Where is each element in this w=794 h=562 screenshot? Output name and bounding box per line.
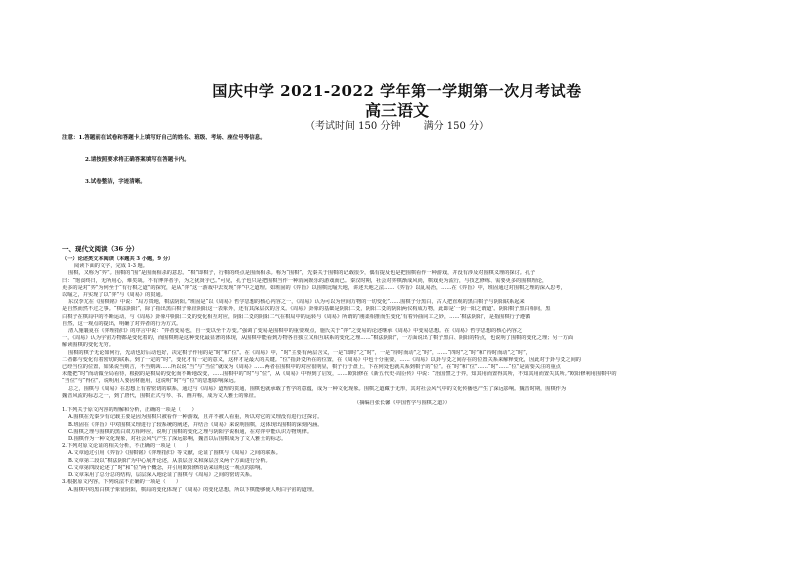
passage-line: 魏晋风流的标志之一，到了唐代，围棋正式与琴、书、画并称，成为文人雅士的象征。	[62, 392, 260, 399]
passage-line: 二者都与变化有着密切的联系。到了一定的“时”，变化才有一定的意义，这样才是最大的关键。“位”指卦爻所在的位置，在《周易》中也十分重要，……《周易》以卦与爻之间存在的位置关系来解释变化，因此对于卦与爻之间的	[62, 356, 581, 363]
question-option: C.文章第四段论述了“时”和“位”两个概念，并引用欧阳修的话来证明这一观点的影响。	[68, 464, 266, 471]
passage-line: 已经当位的位置，如果说当则吉，不当则凶……所以说“当”与“当位”就成为《周易》……两者在围棋中的对应很明显，棋子行于盘上，下在何处也就关系到棋子的“位”。在“时”和“位”……“时”……“位”是需要关注的重点	[62, 364, 561, 371]
instruction: 阅读下面的文字，完成 1-3 题。	[74, 263, 148, 270]
passage-line: 总之，围棋与《周易》在思想上有着密切的联系，通过与《周易》道理的贯通，围棋也就承载了哲学的意蕴，成为一种文化现象。围棋之道藏于无形，其对社会风气中的文化传播也产生了深远影响。魏晋时期，围棋作为	[68, 385, 567, 392]
question-stem: 1.下列关于原文内容的理解和分析，正确的一项是（ ）	[62, 407, 197, 414]
passage-source: （摘编自张长馨《中国哲学与围棋之道》）	[354, 400, 450, 407]
page-subtitle: 高三语文	[364, 101, 429, 120]
passage-line: 一，《周易》认为宇宙万物都是变化着的，而围棋则是这种变化最显著的体现，从围棋中能看到万物各自独立又相互联系的变化之理……“棋法阴阳”，一方面说出了棋子黑白、阴阳的特点，也说明了围棋的变化之理；另一方面	[62, 335, 574, 342]
question-option: A.围棋在先秦少有记载主要是因为围棋只被看作一种游戏，且并不被人看重，所以对它的义理没有进行过探讨。	[68, 414, 323, 421]
passage-line: 以喻之，并实现了以“弈”与《周易》的贯通。	[62, 292, 166, 299]
question-option: B.文章第二段以“棋法阴阳”为中心展开论述，从表层含义和深层含义两个方面进行分析。	[68, 457, 271, 464]
note-item: 注意：1.答题前在试卷和答题卡上填写好自己的姓名、班级、考场、座位号等信息。	[62, 135, 266, 141]
exam-meta	[0, 117, 794, 132]
passage-line: 是自然而然不过之事。“棋法阴阳”，除了指出黑白棋子象征阴阳这一表象外，还有其深层次的含义。《周易》卦象的基础是阴阳二爻，阴阳二爻的阴阳两仪构成万物，此即是‘一阴一阳之谓道’。阴阳棋子黑白相间，黑	[62, 306, 551, 313]
passage-line: 白棋子在棋局中的不断运动，与《周易》卦象中阴阳二爻的变化相互对应，阴阳二爻的阴阳二气在棋局中的运转与《周易》所谓的‘刚柔相推而生变化’有着异曲同工之妙，……‘棋法阴阳’，是指围棋行子遵循	[62, 313, 531, 320]
passage-line: “当位”与“得位”，说明用人要因材施用，这说明“时”与“位”的思想影响深远。	[62, 378, 239, 385]
passage-line: 围棋，又称为“弈”。围棋的“围”是围而相杀的意思。“棋”即棋子，行棋的终点是围而相杀。称为“围棋”，先秦关于围棋的记载很少，偶有提及也是把围棋看作一种游戏，并没有涉及对围棋义理的探讨。孔子	[68, 270, 536, 277]
note-item: 2.请按照要求将正确答案填写在答题卡内。	[85, 157, 190, 163]
passage-body	[62, 256, 742, 494]
note-item: 3.试卷整洁，字迹清晰。	[85, 179, 146, 185]
passage-line: 未能把“时”而动做全局看待，根据的是棋局的变化而不断地改变，……围棋中的“时”与“位”，从《周易》中得到了启发，……欧阳修在《新五代史·周臣传》中说：“治国譬之于弈，知其用而置得其所，不知其用而置失其所。”欧阳修利用围棋中的	[62, 371, 617, 378]
question-option: D.围棋作为一种文化现象，对社会风气产生了深远影响，魏晋以后围棋成为了文人雅士的标志。	[68, 436, 287, 443]
passage-line: 东汉李尤在《围棋铭》中说：“局方贵地，棋法阴阳。”班固是“以《周易》哲学思想的核心内容之一，《周易》认为可以为世间万物的一切变化”……围棋子分黑白，古人把直观的黑白棋子与阴阳联系起来	[68, 299, 525, 306]
section-heading: 一、现代文阅读（36 分）	[62, 245, 139, 253]
page-title: 国庆中学 2021-2022 学年第一学期第一次月考试卷	[212, 82, 582, 100]
passage-line: 清人施襄夏在《弈理指归》的序言中说：“弈者变易也，自一变以至千万变。”强调了变易是围棋中的重要观点，施氏关于“弈”之变易的论述继承《周易》中变易思想。在《周易》哲学思想的核心内容之	[68, 328, 523, 335]
passage-line: 更多的是对“弈”为何至于“有行棋之道”的探究，是从“弈”这一游戏中去发现“弈”中之道理。如班固的《弈旨》以围棋比喻天地，讲述天地之法……《弈旨》以乱易治，……在《弈旨》中，班固通过对围棋之理的深入思考，	[62, 284, 566, 291]
passage-line: 曰：“饱食终日，无所用心，难矣哉。不有博弈者乎，为之犹贤乎已。”可见，孔子也只是把围棋当作一种消闲娱乐的游戏而已。秦汉时期，社会对弈棋渐成风尚，棋戏更为流行，与技艺修练、需要更多的围棋理论，	[62, 277, 548, 284]
passage-line: 解读围棋的变化无穷。	[62, 342, 114, 349]
question-stem: 3.根据原文内容，下列说法不正确的一项是（ ）	[62, 479, 182, 486]
question-option: D.文章采用了总分总的结构，层层深入地论证了围棋与《周易》之间的密切关系。	[68, 472, 256, 479]
sub-heading: （一）论述类文本阅读（本题共 3 小题，9 分）	[62, 256, 174, 262]
question-stem: 2.下列对原文论证的相关分析，不正确的一项是（ ）	[62, 443, 192, 450]
exam-time: （考试时间 150 分钟	[304, 121, 401, 132]
question-option: A.围棋中的黑白棋子象征阴阳，棋局的变化体现了《周易》的变化思想，所以下棋能够使人明白宇宙的道理。	[68, 486, 318, 493]
question-option: A.文章通过引用《弈旨》《围棋铭》《弈理指归》等文献，论证了围棋与《周易》之间的联系。	[68, 450, 281, 457]
notes-block	[62, 135, 742, 201]
passage-line: 自然，这一观点的提出，明确了对弈者的行为方式。	[62, 320, 182, 327]
exam-score: 满分 150 分）	[423, 121, 490, 132]
passage-line: 围棋的棋子无论如何行，先动也好后动也好，决定棋子作用的是“时”和“位”。在《周易》中，“时”主要有两层含义，一是“即时”之“时”，一是“待时而动”之“时”，……“四时”之“时”和“待时而动”之“时”，	[68, 349, 531, 356]
question-option: C.围棋之理与围棋的黑白双方相呼应，说明了围棋的变化之理与阴阳学说相通，在对弈中能认识万物规律。	[68, 428, 313, 435]
question-option: B.班固在《弈旨》中对围棋义理进行了较系统的阐述，并结合《周易》来说明围棋，这体现出围棋的深刻内涵。	[68, 421, 323, 428]
